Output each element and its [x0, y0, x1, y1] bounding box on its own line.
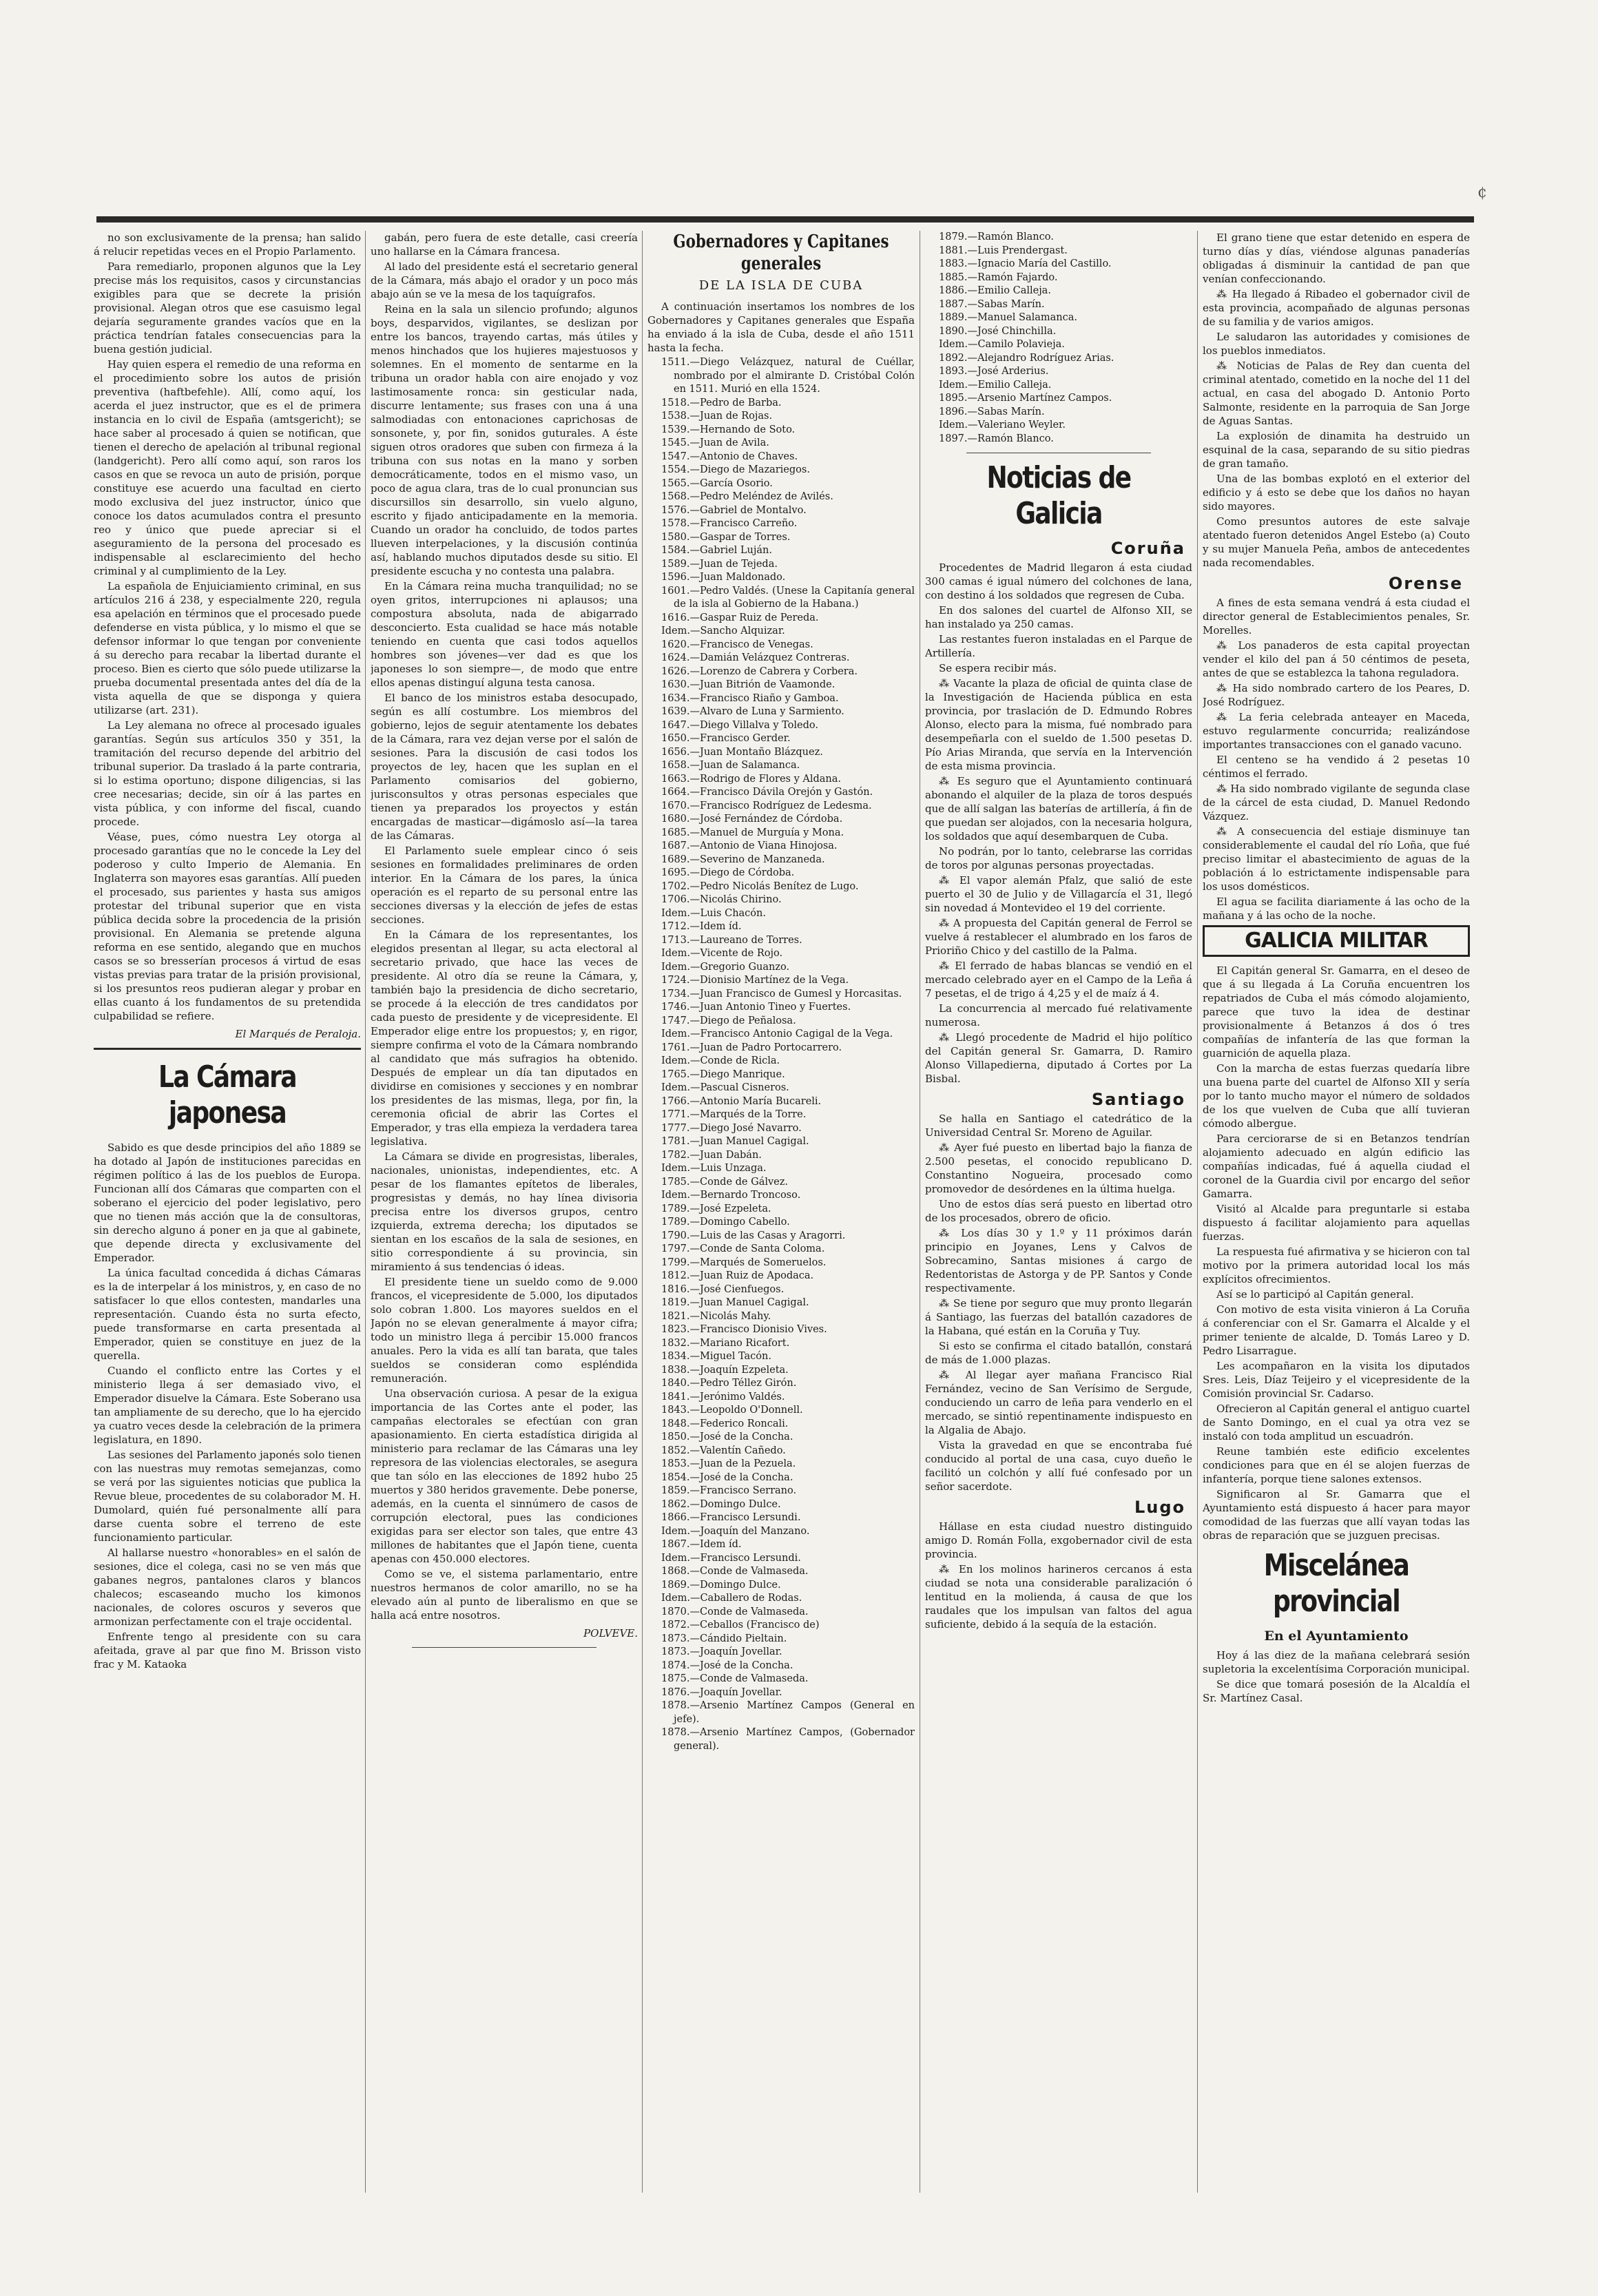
governors-list-cont	[925, 231, 1192, 446]
list-item: 1624.—Damián Velázquez Contreras.	[661, 652, 850, 663]
section-title-miscelanea: Miscelánea provincial	[1263, 1548, 1409, 1619]
list-item: 1812.—Juan Ruiz de Apodaca.	[661, 1270, 814, 1281]
paragraph: Sabido es que desde principios del año 1889 se ha dotado al Japón de instituciones parecidas en régimen político á las de los pueblos de Europa. Funcionan allí dos Cámaras que comparten con el soberano el ejercicio del poder legislativo, pero que no tienen más acción que la de consultoras, sin derecho alguno á poner en ja que al gabinete, que depende directa y exclusivamente del Emperador.	[94, 1141, 361, 1264]
paragraph: Reina en la sala un silencio profundo; algunos boys, desparvidos, vigilantes, se deslizan por entre los bancos, trayendo cartas, más útiles y menos hinchados que los hujieres majestuosos y solemnes. En el momento de sentarme en la tribuna un orador habla con aire enojado y voz lastimosamente ronca: sin gesticular nada, discurre lentamente; sus frases con una á una salmodiadas con entonaciones caprichosas de sonsonete, y, por fin, sonidos guturales. A éste siguen otros oradores que suben con firmeza á la tribuna con sus notas en la mano y sorben democráticamente, todos en el mismo vaso, un poco de agua clara, tras de lo cual pronuncian sus discursillos sin desarrollo, sin vuelo alguno, escrito y fijado anticipadamente en la memoria. Cuando un orador ha concluido, de todos partes llueven interpelaciones, y la discusión continúa así, hablando muchos diputados desde su sitio. El presidente escucha y no contesta una palabra.	[371, 303, 638, 577]
list-item: 1874.—José de la Concha.	[661, 1659, 793, 1671]
paragraph: Así se lo participó al Capitán general.	[1216, 1288, 1414, 1301]
paragraph: ⁂ En los molinos harineros cercanos á esta ciudad se nota una considerable paralización ó lentitud en la molienda, á causa de que los raudales que los impulsan van faltos del agua suficiente, debido á la sequía de la estación.	[925, 1563, 1192, 1631]
paragraph: Se espera recibir más.	[939, 662, 1057, 674]
list-item: 1878.—Arsenio Martínez Campos (General en jefe).	[661, 1700, 915, 1725]
paragraph: no son exclusivamente de la prensa; han salido á relucir repetidas veces en el Propio Parlamento.	[94, 231, 361, 258]
list-item: 1816.—José Cienfuegos.	[661, 1283, 785, 1295]
paragraph: La única facultad concedida á dichas Cámaras es la de interpelar á los ministros, y, en caso de no satisfacer lo que ellos contesten, mandarles una representación. Cuando ésta no surta efecto, puede transformarse en carta presentada al Emperador, quien se constituye en juez de la querella.	[94, 1267, 361, 1362]
list-item: Idem.—Camilo Polavieja.	[939, 339, 1065, 350]
list-item: 1634.—Francisco Riaño y Gamboa.	[661, 692, 839, 704]
page-mark: ¢	[1477, 184, 1487, 201]
list-item: 1576.—Gabriel de Montalvo.	[661, 504, 807, 516]
list-item: 1859.—Francisco Serrano.	[661, 1485, 797, 1496]
list-item: 1873.—Joaquín Jovellar.	[661, 1646, 782, 1657]
paragraph: El Capitán general Sr. Gamarra, en el deseo de que á su llegada á La Coruña encuentren los repatriados de Cuba el más cómodo alojamiento, parece que tuvo la idea de destinar provisionalmente á Betanzos á dos ó tres compañías de infantería de las que forman la guarnición de aquella plaza.	[1203, 964, 1470, 1059]
list-item: 1782.—Juan Dabán.	[661, 1149, 762, 1161]
list-item: 1895.—Arsenio Martínez Campos.	[939, 393, 1112, 404]
paragraph: Vista la gravedad en que se encontraba fué conducido al portal de una casa, cuyo dueño le facilitó un colchón y allí fué confesado por un señor sacerdote.	[925, 1439, 1192, 1493]
list-item: 1568.—Pedro Meléndez de Avilés.	[661, 491, 833, 502]
list-item: 1867.—Idem íd.	[661, 1539, 742, 1550]
paragraph: Para remediarlo, proponen algunos que la Ley precise más los requisitos, casos y circunstancias exigibles para que se decrete la prisión provisional. Alegan otros que ese casuismo legal dejaría seguramente grandes vacíos que en la práctica tendrían fatales consecuencias para la buena gestión judicial.	[94, 260, 361, 355]
paragraph: Hay quien espera el remedio de una reforma en el procedimiento sobre los autos de prisión preventiva (haftbefehle). Allí, como aquí, los acerda el juez instructor, que es el de primera instancia en lo civil de España (amtsgericht); se hace saber al procesado á quien se notifican, que tienen el derecho de apelación al tribunal regional (landgericht). Pero allí como aquí, son raros los casos en que se revoca un auto de prisión, porque constituye ese acuerdo una facultad en cierto modo exclusiva del juez instructor, único que conoce los datos acumulados contra el presunto reo y único que puede apreciar si el aseguramiento de la persona del procesado es indispensable al esclarecimiento del hecho criminal y al cumplimiento de la Ley.	[94, 358, 361, 577]
paragraph: Al lado del presidente está el secretario general de la Cámara, más abajo el orador y un poco más abajo aún se ve la mesa de los taquígrafos.	[371, 260, 638, 300]
article-signature: POLVEVE.	[583, 1627, 638, 1640]
paragraph: Como presuntos autores de este salvaje atentado fueron detenidos Angel Estebo (a) Couto y su mujer Manuela Peña, ambos de antecedentes nada recomendables.	[1203, 515, 1470, 569]
list-item: 1578.—Francisco Carreño.	[661, 518, 798, 529]
list-item: 1511.—Diego Velázquez, natural de Cuéllar, nombrado por el almirante D. Cristóbal Colón en 1511. Murió en ella 1524.	[661, 357, 915, 395]
column-separator	[365, 231, 366, 2193]
paragraph: ⁂ Los panaderos de esta capital proyectan vender el kilo del pan á 50 céntimos de peseta, antes de que se establezca la tahona reguladora.	[1203, 639, 1470, 679]
list-item: 1866.—Francisco Lersundi.	[661, 1512, 801, 1523]
paragraph: Ofrecieron al Capitán general el antiguo cuartel de Santo Domingo, en el cual ya otra vez se instaló con toda amplitud un escuadrón.	[1203, 1403, 1470, 1442]
news-orense	[1203, 596, 1470, 922]
top-rule	[96, 216, 1474, 223]
list-item: 1821.—Nicolás Mahy.	[661, 1310, 771, 1322]
list-item: 1687.—Antonio de Viana Hinojosa.	[661, 840, 838, 851]
paragraph: ⁂ Los días 30 y 1.º y 11 próximos darán principio en Joyanes, Lens y Calvos de Sobrecamino, Santas misiones á cargo de Redentoristas de Astorga y de PP. Santos y Conde respectivamente.	[925, 1227, 1192, 1294]
list-item: Idem.—Francisco Antonio Cagigal de la Vega.	[661, 1028, 893, 1040]
paragraph: La española de Enjuiciamiento criminal, en sus artículos 216 á 238, y especialmente 220, regula esa apelación en términos que el procesado puede defenderse en vista pública, y lo mismo el que se defensor informar lo que tengan por conveniente á su derecho para recabar la libertad durante el proceso. Bien es cierto que sólo puede utilizarse la prueba documental presentada antes del día de la vista aquella de que se disponga y quiera utilizarse (art. 231).	[94, 580, 361, 716]
column-5	[1203, 231, 1470, 2203]
paragraph: El banco de los ministros estaba desocupado, según es allí costumbre. Los miembros del gobierno, lejos de seguir atentamente los debates de la Cámara, rara vez dejan verse por el salón de sesiones. Para la discusión de casi todos los proyectos de ley, hacen que les suplan en el Parlamento comisarios del gobierno, jurisconsultos y otras personas especiales que tienen ya preparados los proyectos y están encargadas de masticar—digámoslo así—la tarea de las Cámaras.	[371, 692, 638, 842]
paragraph: Una observación curiosa. A pesar de la exigua importancia de las Cortes ante el poder, las campañas electorales se efectúan con gran apasionamiento. En cierta estadística dirigida al ministerio para reclamar de las Cámaras una ley represora de las violencias electorales, se asegura que tan sólo en las elecciones de 1892 hubo 25 muertos y 380 heridos gravemente. Debe ponerse, además, en la cuenta el sinnúmero de casos de corrupción electoral, pues las condiciones exigidas para ser elector son tales, que entre 43 millones de habitantes que el Japón tiene, cuenta apenas con 450.000 electores.	[371, 1387, 638, 1565]
list-item: 1747.—Diego de Peñalosa.	[661, 1015, 796, 1026]
list-item: 1746.—Juan Antonio Tineo y Fuertes.	[661, 1002, 851, 1013]
paragraph: Se dice que tomará posesión de la Alcaldía el Sr. Martínez Casal.	[1203, 1678, 1470, 1704]
paragraph: Visitó al Alcalde para preguntarle si estaba dispuesto á facilitar alojamiento para aquellas fuerzas.	[1203, 1203, 1470, 1243]
list-item: 1538.—Juan de Rojas.	[661, 411, 773, 422]
news-galicia-militar	[1203, 964, 1470, 1542]
list-item: 1797.—Conde de Santa Coloma.	[661, 1243, 825, 1254]
paragraph: Procedentes de Madrid llegaron á esta ciudad 300 camas é igual número del colchones de lana, con destino á los soldados que regresen de Cuba.	[925, 561, 1192, 601]
list-item: 1881.—Luis Prendergast.	[939, 245, 1068, 256]
list-item: Idem.—Sancho Alquizar.	[661, 625, 785, 637]
paragraph: El agua se facilita diariamente á las ocho de la mañana y á las ocho de la noche.	[1203, 896, 1470, 922]
paragraph: La Ley alemana no ofrece al procesado iguales garantías. Según sus artículos 350 y 351, la tramitación del recurso depende del arbitrio del tribunal superior. Da traslado á la parte contraria, si lo estima oportuno; dispone diligencias, si las cree necesarias; decide, sin oír á las partes en vista pública, y con informe del fiscal, cuando procede.	[94, 719, 361, 828]
list-item: 1616.—Gaspar Ruiz de Pereda.	[661, 612, 819, 623]
list-item: 1834.—Miguel Tacón.	[661, 1351, 771, 1362]
intro-paragraph: A continuación insertamos los nombres de los Gobernadores y Capitanes generales que España ha enviado á la isla de Cuba, desde el año 1511 hasta la fecha.	[647, 300, 915, 354]
list-item: 1883.—Ignacio María del Castillo.	[939, 258, 1112, 269]
column-4	[925, 231, 1192, 2203]
news-lugo-cont	[1203, 231, 1470, 570]
list-item: 1885.—Ramón Fajardo.	[939, 271, 1058, 283]
list-item: 1663.—Rodrigo de Flores y Aldana.	[661, 773, 842, 785]
list-item: Idem.—Gregorio Guanzo.	[661, 961, 790, 973]
article-camara-japonesa	[94, 1141, 361, 1671]
paragraph: Reune también este edificio excelentes condiciones para que en él se alojen fuerzas de infantería, porque tiene salones extensos.	[1203, 1445, 1470, 1485]
list-item: 1853.—Juan de la Pezuela.	[661, 1458, 796, 1469]
list-item: 1850.—José de la Concha.	[661, 1431, 793, 1442]
section-title-gobernadores: Gobernadores y Capitanes generales	[673, 231, 889, 274]
news-coruna	[925, 561, 1192, 1086]
news-santiago	[925, 1112, 1192, 1493]
list-item: Idem.—Luis Chacón.	[661, 907, 766, 919]
news-ayuntamiento	[1203, 1648, 1470, 1705]
list-item: 1868.—Conde de Valmaseda.	[661, 1566, 809, 1577]
paragraph: Uno de estos días será puesto en libertad otro de los procesados, obrero de oficio.	[925, 1198, 1192, 1224]
divider	[94, 1048, 361, 1050]
list-item: 1680.—José Fernández de Córdoba.	[661, 814, 843, 825]
list-item: Idem.—Caballero de Rodas.	[661, 1593, 802, 1604]
list-item: 1658.—Juan de Salamanca.	[661, 760, 800, 771]
list-item: 1889.—Manuel Salamanca.	[939, 312, 1077, 323]
list-item: 1819.—Juan Manuel Cagigal.	[661, 1297, 809, 1308]
list-item: 1647.—Diego Villalva y Toledo.	[661, 719, 818, 731]
list-item: 1656.—Juan Montaño Blázquez.	[661, 746, 823, 758]
paragraph: A fines de esta semana vendrá á esta ciudad el director general de Establecimientos penales, Sr. Morelles.	[1203, 597, 1470, 637]
paragraph: ⁂ A propuesta del Capitán general de Ferrol se vuelve á restablecer el alumbrado en los faros de Prioriño Chico y del castillo de la Palma.	[925, 917, 1192, 957]
list-item: 1789.—Domingo Cabello.	[661, 1217, 790, 1228]
paragraph: ⁂ El vapor alemán Pfalz, que salió de este puerto el 30 de Julio y de Villagarcía el 31, llegó sin novedad á Montevideo el 19 del corriente.	[925, 874, 1192, 914]
list-item: 1712.—Idem íd.	[661, 921, 742, 932]
list-item: 1545.—Juan de Avila.	[661, 437, 769, 448]
list-item: 1886.—Emilio Calleja.	[939, 285, 1051, 296]
paragraph: Las restantes fueron instaladas en el Parque de Artillería.	[925, 633, 1192, 659]
paragraph: La Cámara se divide en progresistas, liberales, nacionales, unionistas, independientes, etc. A pesar de los flamantes epítetos de liberales, progresistas y demás, no hay línea divisoria precisa entre los diversos grupos, centro izquierda, extrema derecha; los diputados se sientan en los escaños de la sala de sesiones, en sitio correspondiente á su provincia, sin miramiento á sus tendencias ó ideas.	[371, 1150, 638, 1273]
list-item: 1890.—José Chinchilla.	[939, 325, 1057, 337]
paragraph: Al hallarse nuestro «honorables» en el salón de sesiones, dice el colega, casi no se ven más que gabanes negros, pantalones claros y blancos chalecos; escaseando mucho los kimonos nacionales, de colores oscuros y severos que armonizan perfectamente con el traje occidental.	[94, 1547, 361, 1628]
list-item: 1626.—Lorenzo de Cabrera y Corbera.	[661, 665, 858, 677]
list-item: Idem.—Joaquín del Manzano.	[661, 1525, 810, 1537]
column-1	[94, 231, 361, 2203]
list-item: 1854.—José de la Concha.	[661, 1471, 793, 1483]
list-item: 1876.—Joaquín Jovellar.	[661, 1686, 782, 1698]
list-item: Idem.—Pascual Cisneros.	[661, 1082, 789, 1093]
list-item: 1872.—Ceballos (Francisco de)	[661, 1620, 820, 1631]
paragraph: ⁂ Vacante la plaza de oficial de quinta clase de la Investigación de Hacienda pública en esta provincia, por traslación de D. Edmundo Robres Alonso, electo para la misma, fué nombrado para desempeñarla con el sueldo de 1.500 pesetas D. Pío Arias Miranda, que servía en la Intervención de esta misma provincia.	[925, 677, 1192, 772]
list-item: 1766.—Antonio María Bucareli.	[661, 1095, 822, 1107]
column-separator	[642, 231, 643, 2193]
list-item: 1781.—Juan Manuel Cagigal.	[661, 1136, 809, 1147]
list-item: 1539.—Hernando de Soto.	[661, 424, 796, 435]
list-item: 1840.—Pedro Téllez Girón.	[661, 1378, 797, 1389]
list-item: 1547.—Antonio de Chaves.	[661, 451, 798, 462]
paragraph: El presidente tiene un sueldo como de 9.000 francos, el vicepresidente de 5.000, los diputados solo cobran 1.800. Los mayores sueldos en el Japón no se elevan generalmente á mayor cifra; todo un ministro llega á percibir 15.000 francos anuales. Pero la vida es allí tan barata, que tales sueldos se consideran como espléndida remuneración.	[371, 1276, 638, 1385]
paragraph: La explosión de dinamita ha destruido un esquinal de la casa, separando de su sitio piedras de gran tamaño.	[1203, 430, 1470, 470]
list-item: 1841.—Jerónimo Valdés.	[661, 1391, 785, 1403]
list-item: 1823.—Francisco Dionisio Vives.	[661, 1324, 827, 1335]
list-item: 1724.—Dionisio Martínez de la Vega.	[661, 975, 849, 986]
paragraph: No podrán, por lo tanto, celebrarse las corridas de toros por algunas personas proyectadas.	[925, 845, 1192, 871]
list-item: 1601.—Pedro Valdés. (Unese la Capitanía general de la isla al Gobierno de la Habana.)	[661, 585, 915, 610]
paragraph: En la Cámara de los representantes, los elegidos presentan al llegar, su acta electoral al secretario privado, que hace las veces de presidente. Al otro día se reune la Cámara, y, también bajo la presidencia de dicho secretario, se procede á la elección de tres candidatos por cada puesto de presidente y de vicepresidente. El Emperador elige entre los propuestos; y, en rigor, siempre confirma el voto de la Cámara nombrando al candidato que más sufragios ha obtenido. Después de emplear un día tan diputados en dividirse en comisiones y secciones y en nombrar los presidentes de las mismas, llega, por fin, la ceremonia oficial de abrir las Cortes el Emperador, y tras ella empieza la verdadera tarea legislativa.	[371, 929, 638, 1148]
paragraph: Significaron al Sr. Gamarra que el Ayuntamiento está dispuesto á hacer para mayor comodidad de las fuerzas que allí vayan todas las obras de reparación que se juzguen precisas.	[1203, 1488, 1470, 1542]
list-item: Idem.—Valeriano Weyler.	[939, 420, 1066, 431]
list-item: 1832.—Mariano Ricafort.	[661, 1337, 790, 1349]
city-heading-coruna: Coruña	[1110, 539, 1185, 558]
governors-list	[647, 356, 915, 1753]
list-item: 1565.—García Osorio.	[661, 477, 773, 489]
list-item: Idem.—Vicente de Rojo.	[661, 948, 783, 959]
paragraph: Véase, pues, cómo nuestra Ley otorga al procesado garantías que no le concede la Ley del poderoso y culto Imperio de Alemania. En Inglaterra son mayores esas garantías. Allí pueden el procesado, sus parientes y hasta sus amigos protestar del tribunal superior que en vista pública decida sobre la procedencia de la prisión provisional. En Alemania se pretende alguna reforma en ese sentido, alegando que en muchos casos se so bresserían procesos á virtud de esas vistas previas para tratar de la prisión provisional, si los presuntos reos pudieran alegar y probar en ellas cuanto á los fundamentos de su pretendida culpabilidad se refiere.	[94, 831, 361, 1022]
paragraph: ⁂ Ha sido nombrado cartero de los Peares, D. José Rodríguez.	[1203, 682, 1470, 708]
list-item: Idem.—Conde de Ricla.	[661, 1055, 780, 1066]
list-item: 1896.—Sabas Marín.	[939, 406, 1045, 417]
paragraph: Enfrente tengo al presidente con su cara afeitada, grave al par que fino M. Brisson visto frac y M. Kataoka	[94, 1631, 361, 1671]
list-item: 1554.—Diego de Mazariegos.	[661, 464, 810, 475]
paragraph: Una de las bombas explotó en el exterior del edificio y á esto se debe que los daños no hayan sido mayores.	[1203, 473, 1470, 513]
city-heading-orense: Orense	[1388, 574, 1463, 593]
section-title-galicia-militar: GALICIA MILITAR	[1203, 925, 1470, 957]
list-item: Idem.—Francisco Lersundi.	[661, 1552, 801, 1564]
paragraph: El centeno se ha vendido á 2 pesetas 10 céntimos el ferrado.	[1203, 754, 1470, 780]
city-heading-lugo: Lugo	[1134, 1498, 1185, 1517]
paragraph: ⁂ Se tiene por seguro que muy pronto llegarán á Santiago, las fuerzas del batallón cazadores de la Habana, qué están en la Coruña y Tuy.	[925, 1297, 1192, 1337]
paragraph: Con motivo de esta visita vinieron á La Coruña á conferenciar con el Sr. Gamarra el Alcalde y el primer teniente de alcalde, D. Tomás Lareo y D. Pedro Lisarrague.	[1203, 1303, 1470, 1357]
section-title-noticias-galicia: Noticias de Galicia	[986, 460, 1131, 531]
paragraph: Cuando el conflicto entre las Cortes y el ministerio llega á ser demasiado vivo, el Emperador disuelve la Cámara. Este Soberano usa tan ampliamente de su derecho, que lo ha ejercido ya cuatro veces desde la celebración de la primera legislatura, en 1890.	[94, 1365, 361, 1446]
paragraph: ⁂ Al llegar ayer mañana Francisco Rial Fernández, vecino de San Verísimo de Sergude, conduciendo un carro de leña para venderlo en el mercado, se sintió repentinamente indispuesto en la Algalia de Abajo.	[925, 1369, 1192, 1436]
list-item: 1893.—José Arderius.	[939, 366, 1049, 377]
list-item: 1870.—Conde de Valmaseda.	[661, 1606, 809, 1617]
list-item: 1838.—Joaquín Ezpeleta.	[661, 1364, 789, 1376]
list-item: 1878.—Arsenio Martínez Campos, (Gobernador general).	[661, 1727, 915, 1752]
paragraph: Para cerciorarse de si en Betanzos tendrían alojamiento adecuado en algún edificio las compañías indicadas, fué á aquella ciudad el coronel de la Guardia civil por encargo del señor Gamarra.	[1203, 1133, 1470, 1200]
section-subtitle: DE LA ISLA DE CUBA	[698, 278, 864, 293]
column-separator	[1197, 231, 1198, 2193]
list-item: 1892.—Alejandro Rodríguez Arias.	[939, 352, 1114, 364]
column-2	[371, 231, 638, 2203]
article-prision-provisional	[94, 231, 361, 1023]
list-item: 1790.—Luis de las Casas y Aragorri.	[661, 1230, 846, 1241]
list-item: 1789.—José Ezpeleta.	[661, 1203, 771, 1214]
list-item: 1695.—Diego de Córdoba.	[661, 867, 795, 878]
paragraph: Las sesiones del Parlamento japonés solo tienen con las nuestras muy remotas semejanzas, como se verá por las siguientes noticias que publica la Revue bleue, procedentes de su colaborador M. H. Dumolard, quién fué personalmente allí para darse cuenta sobre el terreno de este funcionamiento particular.	[94, 1449, 361, 1544]
list-item: 1771.—Marqués de la Torre.	[661, 1109, 807, 1120]
paragraph: En la Cámara reina mucha tranquilidad; no se oyen gritos, interrupciones ni aplausos; una compostura absoluta, nada de abigarrado desconcierto. Esta cualidad se hace más notable teniendo en cuenta que casi todos aquellos hombres son jóvenes—ver dad es que los japoneses lo son siempre—, de modo que entre ellos apenas distinguí alguna testa canosa.	[371, 580, 638, 689]
subsection-ayuntamiento: En el Ayuntamiento	[1264, 1628, 1409, 1644]
paragraph: ⁂ Ha llegado á Ribadeo el gobernador civil de esta provincia, acompañado de algunas personas de su familia y de varios amigos.	[1203, 288, 1470, 328]
list-item: 1689.—Severino de Manzaneda.	[661, 854, 825, 865]
paragraph: En dos salones del cuartel de Alfonso XII, se han instalado ya 250 camas.	[925, 604, 1192, 630]
paragraph: Si esto se confirma el citado batallón, constará de más de 1.000 plazas.	[925, 1340, 1192, 1366]
divider	[412, 1647, 596, 1648]
paragraph: ⁂ A consecuencia del estiaje disminuye tan considerablemente el caudal del río Loña, que fué preciso limitar el abastecimiento de aguas de la población á lo estrictamente indispensable para los usos domésticos.	[1203, 825, 1470, 893]
paragraph: ⁂ Ayer fué puesto en libertad bajo la fianza de 2.500 pesetas, el conocido republicano D. Constantino Nogueira, procesado como promovedor de desórdenes en la última huelga.	[925, 1141, 1192, 1195]
list-item: 1650.—Francisco Gerder.	[661, 733, 791, 744]
list-item: 1879.—Ramón Blanco.	[939, 231, 1054, 242]
article-title-camara-japonesa: La Cámara japonesa	[158, 1059, 297, 1130]
list-item: 1734.—Juan Francisco de Gumesl y Horcasitas.	[661, 988, 902, 1000]
list-item: 1875.—Conde de Valmaseda.	[661, 1673, 809, 1684]
list-item: 1862.—Domingo Dulce.	[661, 1498, 781, 1510]
list-item: 1620.—Francisco de Venegas.	[661, 639, 813, 650]
list-item: 1589.—Juan de Tejeda.	[661, 558, 778, 570]
paragraph: ⁂ Ha sido nombrado vigilante de segunda clase de la cárcel de esta ciudad, D. Manuel Redondo Vázquez.	[1203, 783, 1470, 823]
list-item: 1897.—Ramón Blanco.	[939, 433, 1054, 444]
list-item: 1761.—Juan de Padro Portocarrero.	[661, 1042, 842, 1053]
paragraph: Hállase en esta ciudad nuestro distinguido amigo D. Román Folla, exgobernador civil de esta provincia.	[925, 1520, 1192, 1560]
list-item: 1664.—Francisco Dávila Orejón y Gastón.	[661, 787, 873, 798]
paragraph: ⁂ Noticias de Palas de Rey dan cuenta del criminal atentado, cometido en la noche del 11 del actual, en casa del abogado D. Antonio Porto Salmonte, residente en la parroquia de San Jorge de Aguas Santas.	[1203, 360, 1470, 427]
list-item: 1702.—Pedro Nicolás Benítez de Lugo.	[661, 880, 859, 892]
list-item: 1799.—Marqués de Someruelos.	[661, 1256, 827, 1268]
list-item: 1765.—Diego Manrique.	[661, 1068, 785, 1080]
list-item: 1685.—Manuel de Murguía y Mona.	[661, 827, 844, 838]
list-item: 1777.—Diego José Navarro.	[661, 1122, 802, 1134]
paragraph: Como se ve, el sistema parlamentario, entre nuestros hermanos de color amarillo, no se ha elevado aún al punto de liberalismo en que se halla acá entre nosotros.	[371, 1568, 638, 1622]
list-item: 1580.—Gaspar de Torres.	[661, 531, 791, 543]
news-lugo	[925, 1520, 1192, 1631]
paragraph: El grano tiene que estar detenido en espera de turno días y días, viéndose algunas panaderías obligadas á disminuir la cantidad de pan que venían confeccionando.	[1203, 231, 1470, 285]
list-item: 1630.—Juan Bitrión de Vaamonde.	[661, 679, 836, 690]
list-item: 1670.—Francisco Rodríguez de Ledesma.	[661, 800, 872, 811]
city-heading-santiago: Santiago	[1091, 1090, 1185, 1109]
list-item: 1639.—Alvaro de Luna y Sarmiento.	[661, 706, 844, 717]
list-item: 1706.—Nicolás Chirino.	[661, 894, 782, 905]
list-item: 1852.—Valentín Cañedo.	[661, 1445, 786, 1456]
paragraph: La respuesta fué afirmativa y se hicieron con tal motivo por la primera autoridad local los más explícitos ofrecimientos.	[1203, 1245, 1470, 1285]
paragraph: ⁂ La feria celebrada anteayer en Maceda, estuvo regularmente concurrida; realizándose importantes transacciones con el ganado vacuno.	[1203, 711, 1470, 751]
list-item: 1518.—Pedro de Barba.	[661, 397, 782, 408]
list-item: Idem.—Emilio Calleja.	[939, 379, 1052, 391]
list-item: 1873.—Cándido Pieltain.	[661, 1633, 787, 1644]
paragraph: Les acompañaron en la visita los diputados Sres. Leis, Díaz Teijeiro y el vicepresidente de la Comisión provincial Sr. Cadarso.	[1203, 1360, 1470, 1400]
paragraph: Le saludaron las autoridades y comisiones de los pueblos inmediatos.	[1203, 331, 1470, 357]
list-item: 1848.—Federico Roncali.	[661, 1418, 789, 1429]
paragraph: Con la marcha de estas fuerzas quedaría libre una buena parte del cuartel de Alfonso XII y sería por lo tanto mucho mayor el número de soldados de los que vuelven de Cuba que allí tuvieran cómodo albergue.	[1203, 1062, 1470, 1130]
list-item: 1713.—Laureano de Torres.	[661, 934, 802, 946]
paragraph: La concurrencia al mercado fué relativamente numerosa.	[925, 1002, 1192, 1028]
list-item: 1785.—Conde de Gálvez.	[661, 1176, 789, 1188]
list-item: Idem.—Bernardo Troncoso.	[661, 1190, 801, 1201]
list-item: 1596.—Juan Maldonado.	[661, 572, 786, 583]
paragraph: ⁂ Es seguro que el Ayuntamiento continuará abonando el alquiler de la plaza de toros después que de allí salgan las baterías de artillería, á fin de que puedan ser alojados, con la necesaria holgura, los soldados que aquí desembarquen de Cuba.	[925, 775, 1192, 842]
list-item: 1584.—Gabriel Luján.	[661, 545, 772, 556]
paragraph: ⁂ El ferrado de habas blancas se vendió en el mercado celebrado ayer en el Campo de la Leña á 7 pesetas, el de trigo á 4,25 y el de maíz á 4.	[925, 960, 1192, 1000]
list-item: 1843.—Leopoldo O'Donnell.	[661, 1405, 803, 1416]
paragraph: Hoy á las diez de la mañana celebrará sesión supletoria la excelentísima Corporación municipal.	[1203, 1649, 1470, 1675]
list-item: 1869.—Domingo Dulce.	[661, 1579, 781, 1591]
list-item: Idem.—Luis Unzaga.	[661, 1163, 767, 1174]
paragraph: gabán, pero fuera de este detalle, casi creería uno hallarse en la Cámara francesa.	[371, 231, 638, 258]
column-3	[647, 231, 915, 2203]
paragraph: El Parlamento suele emplear cinco ó seis sesiones en formalidades preliminares de orden interior. En la Cámara de los pares, la única operación es el reparto de su personal entre las secciones diversas y la elección de jefes de estas secciones.	[371, 845, 638, 926]
list-item: 1887.—Sabas Marín.	[939, 298, 1045, 310]
article-camara-japonesa-cont	[371, 231, 638, 1622]
paragraph: ⁂ Llegó procedente de Madrid el hijo político del Capitán general Sr. Gamarra, D. Ramiro Alonso Villapedierna, diputado á Cortes por La Bisbal.	[925, 1031, 1192, 1085]
article-signature: El Marqués de Peraloja.	[235, 1028, 361, 1040]
paragraph: Se halla en Santiago el catedrático de la Universidad Central Sr. Moreno de Aguilar.	[925, 1113, 1192, 1139]
